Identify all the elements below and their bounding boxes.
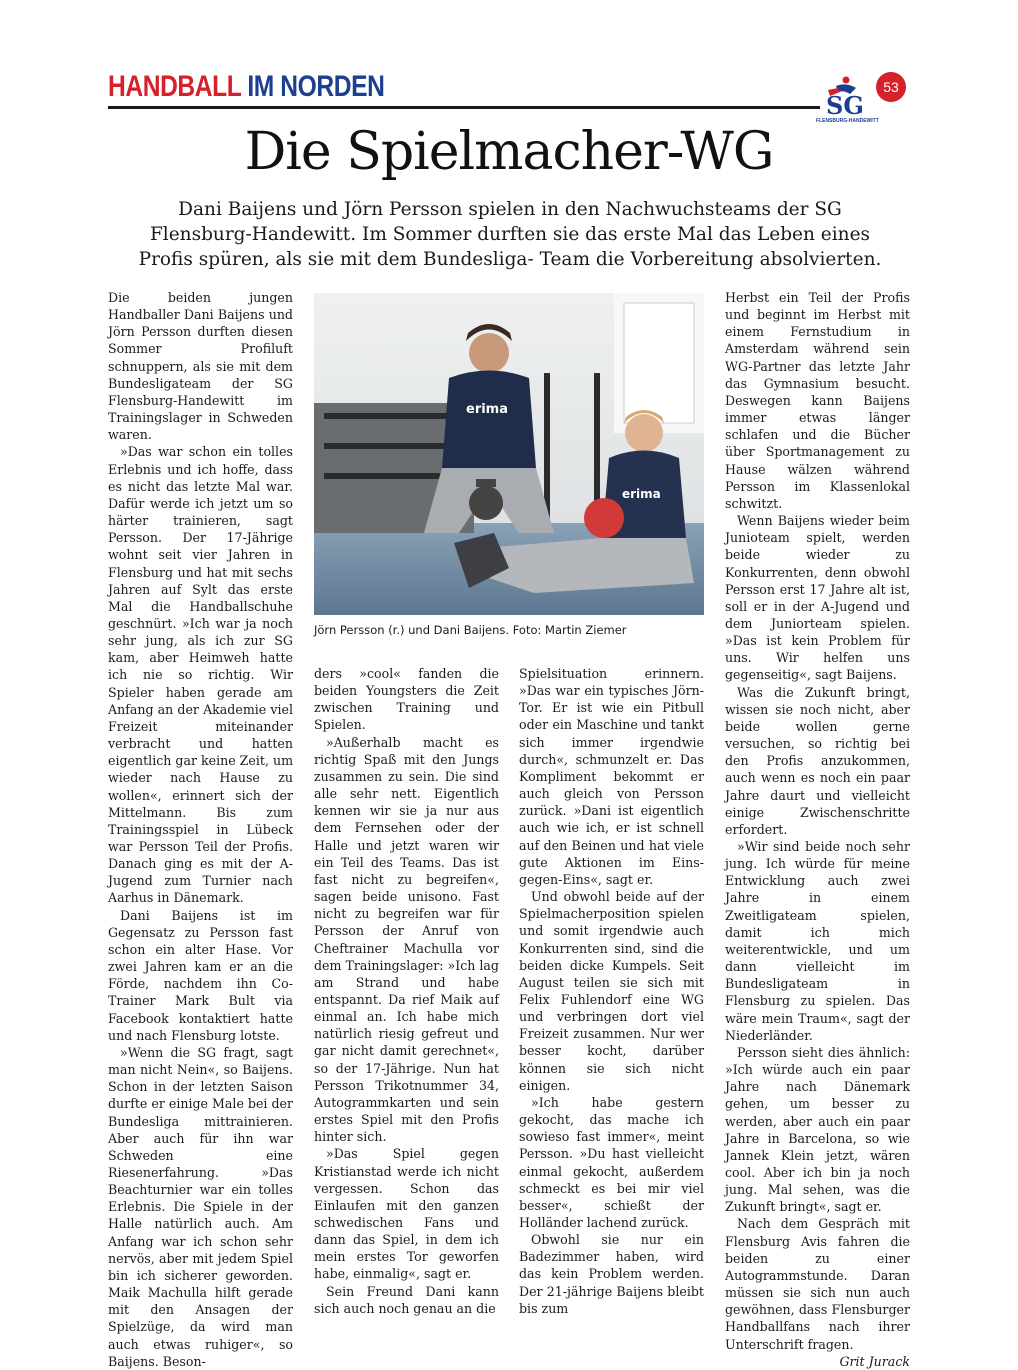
text-column-4 xyxy=(725,289,910,1370)
section-kicker xyxy=(108,70,384,104)
paragraph: »Außerhalb macht es richtig Spaß mit den Jungs zusammen zu sein. Die sind alle sehr nett. Eigentlich kennen wir sie ja nur aus dem Fernsehen oder der Halle und jetzt waren wir ein Teil des Teams. Das ist fast nicht zu begreifen«, sagen beide unisono. Fast nicht zu begreifen war für Persson der Anruf von Cheftrainer Machulla vor dem Trainingslager: »Ich lag am Strand und habe entspannt. Da rief Maik auf einmal an. Ich habe mich natürlich riesig gefreut und gar nicht damit gerechnet«, so der 17-Jährige. Nun hat Persson Trikotnummer 34, Autogrammkarten und sein erstes Spiel mit den Profis hinter sich. xyxy=(314,734,499,1145)
photo-image xyxy=(314,293,704,615)
author-byline: Grit Jurack xyxy=(839,1353,910,1369)
paragraph: Obwohl sie nur ein Badezimmer haben, wird das kein Problem werden. Der 21-jährige Baijens bleibt bis zum xyxy=(519,1232,704,1316)
paragraph: ders »cool« fanden die beiden Youngsters die Zeit zwischen Training und Spielen. xyxy=(314,666,499,733)
article-title: Die Spielmacher-WG xyxy=(244,122,774,182)
sg-flensburg-logo xyxy=(816,74,879,128)
paragraph: Wenn Baijens wieder beim Junioteam spielt, werden beide wieder zu Konkurrenten, denn obwohl Persson erst 17 Jahre alt ist, soll er in der A-Jugend und dem Juniorteam spielen. »Das ist kein Problem für uns. Wir helfen uns gegenseitig«, sagt Baijens. xyxy=(725,513,910,683)
paragraph: Sein Freund Dani kann sich auch noch genau an die xyxy=(314,1283,499,1316)
text-column-3 xyxy=(519,665,704,1317)
handball-player-icon xyxy=(816,74,874,118)
article-photo xyxy=(314,293,704,615)
page-number: 53 xyxy=(876,72,906,102)
paragraph: Und obwohl beide auf der Spielmacherposition spielen und somit irgendwie auch Konkurrenten sind, sind die beiden dicke Kumpels. Seit August teilen sie sich mit Felix Fuhlendorf eine WG und verbringen dort viel Freizeit zusammen. Nur wer besser kocht, darüber können sie sich nicht einigen. xyxy=(519,889,704,1093)
logo-letters: SG xyxy=(826,91,864,118)
paragraph: »Das Spiel gegen Kristianstad werde ich nicht vergessen. Schon das Einlaufen mit den ganzen schwedischen Fans und dann das Spiel, in dem ich mein erstes Tor geworfen habe, einmalig«, sagt er. xyxy=(314,1146,499,1282)
shirt-logo-2: erima xyxy=(622,487,661,501)
kicker-handball: HANDBALL xyxy=(108,70,241,103)
photo-caption: Jörn Persson (r.) und Dani Baijens. Foto: Martin Ziemer xyxy=(314,623,627,637)
text-column-1 xyxy=(108,289,293,1370)
paragraph-text: Nach dem Gespräch mit Flensburg Avis fahren die beiden zu einer Autogrammstunde. Daran müssen sie sich nun auch gewöhnen, dass Flensburger Handballfans nach ihrer Unterschrift fragen. xyxy=(725,1216,910,1352)
kicker-im-norden: IM NORDEN xyxy=(247,70,385,103)
section-header xyxy=(108,68,908,128)
paragraph: »Ich habe gestern gekocht, das mache ich sowieso fast immer«, meint Persson. »Du hast vielleicht einmal gekocht, außerdem schmeckt es bei mir viel besser«, schießt der Holländer lachend zurück. xyxy=(519,1094,704,1230)
article-lead: Dani Baijens und Jörn Persson spielen in den Nachwuchsteams der SG Flensburg-Handewitt. Im Sommer durften sie das erste Mal das Leben eines Profis spüren, als sie mit dem Bundesliga- Team die Vorbereitung absolvierten. xyxy=(138,199,882,270)
logo-subtitle: FLENSBURG-HANDEWITT xyxy=(816,118,879,124)
paragraph: »Wenn die SG fragt, sagt man nicht Nein«, so Baijens. Schon in der letzten Saison durfte er einige Male bei der Bundesliga mittrainieren. Aber auch für ihn war Schweden eine Riesenerfahrung. »Das Beachturnier war ein tolles Erlebnis. Die Spiele in der Halle natürlich auch. Am Anfang war ich schon sehr nervös, aber mit jedem Spiel bin ich sicherer geworden. Maik Machulla hilft gerade mit den Ansagen der Spielzüge, da wird man auch etwas ruhiger«, so Baijens. Beson- xyxy=(108,1044,293,1369)
paragraph: Die beiden jungen Handballer Dani Baijens und Jörn Persson durften diesen Sommer Profiluft schnuppern, als sie mit dem Bundesligateam der SG Flensburg-Handewitt im Trainingslager in Schweden waren. xyxy=(108,290,293,443)
paragraph: Was die Zukunft bringt, wissen sie noch nicht, aber beide wollen gerne versuchen, so richtig bei den Profis anzukommen, auch wenn es noch ein paar Jahre daurt und vielleicht einige Zwischenschritte erfordert. xyxy=(725,684,910,837)
paragraph: »Das war schon ein tolles Erlebnis und ich hoffe, dass es nicht das letzte Mal war. Dafür werde ich jetzt um so härter trainieren, sagt Persson. Der 17-Jährige wohnt seit vier Jahren in Flensburg und hat mit sechs Jahren auf Sylt das erste Mal die Handballschuhe geschnürt. »Ich war ja noch sehr jung, als ich zur SG kam, aber Heimweh hatte ich nie so richtig. Wir Spieler haben gerade am Anfang an der Akademie viel Freizeit miteinander verbracht und hatten eigentlich gar keine Zeit, um wieder nach Hause zu wollen«, erinnert sich der Mittelmann. Bis zum Trainingsspiel in Lübeck war Persson Teil der Profis. Danach ging es mit der A-Jugend zum Turnier nach Aarhus in Dänemark. xyxy=(108,444,294,906)
text-column-2 xyxy=(314,665,499,1317)
paragraph: Persson sieht dies ähnlich: »Ich würde auch ein paar Jahre nach Dänemark gehen, um besser zu werden, aber auch ein paar Jahre in Barcelona, so wie Jannek Klein jetzt, wären cool. Aber ich bin ja noch jung. Mal sehen, was die Zukunft bringt«, sagt er. xyxy=(725,1044,910,1215)
paragraph: Herbst ein Teil der Profis und beginnt im Herbst mit einem Fernstudium in Amsterdam während sein WG-Partner das letzte Jahr das Gymnasium besucht. Deswegen kann Baijens immer etwas länger schlafen und die Bücher über Sportmanagement zu Hause wälzen während Persson im Klassenlokal schwitzt. xyxy=(725,290,910,511)
paragraph-last xyxy=(725,1215,910,1369)
paragraph: »Wir sind beide noch sehr jung. Ich würde für meine Entwicklung auch zwei Jahre in einem Zweitligateam spielen, damit ich mich weiterentwickle, und um dann vielleicht im Bundesligateam in Flensburg zu spielen. Das wäre mein Traum«, sagt der Niederländer. xyxy=(725,839,910,1043)
paragraph: Spielsituation erinnern. »Das war ein typisches Jörn-Tor. Er ist wie ein Pitbull oder ein Maschine und tankt sich immer irgendwie durch«, schmunzelt er. Das Kompliment bekommt er auch gleich von Persson zurück. »Dani ist eigentlich auch wie ich, er ist schnell auf den Beinen und hat viele gute Aktionen im Eins-gegen-Eins«, sagt er. xyxy=(519,666,704,887)
paragraph: Dani Baijens ist im Gegensatz zu Persson fast schon ein alter Hase. Vor zwei Jahren kam er an die Förde, nachdem ihn Co-Trainer Mark Bult via Facebook kontaktiert hatte und nach Flensburg lotste. xyxy=(108,907,293,1043)
shirt-logo-1: erima xyxy=(466,402,509,417)
header-rule xyxy=(108,106,820,109)
